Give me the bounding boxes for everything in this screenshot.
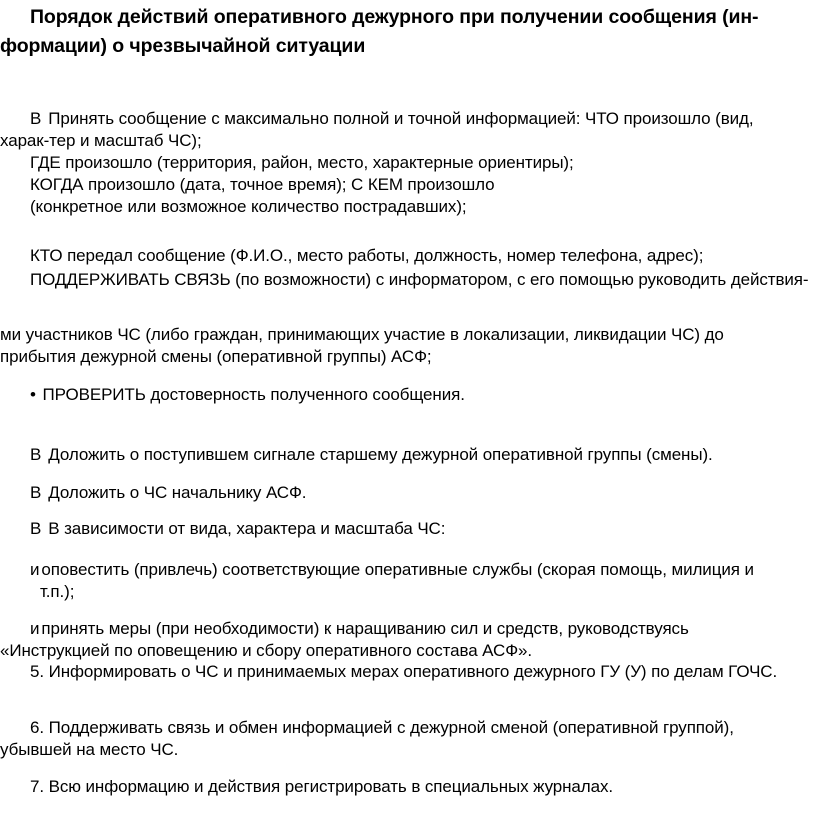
step-1-text: Принять сообщение с максимально полной и точной информацией: ЧТО произошло (вид, (48, 109, 754, 128)
substep-1-line-1 (30, 559, 754, 581)
bullet-icon: • (30, 385, 36, 404)
substep-2-line-2: «Инструкцией по оповещению и сбору оперативного состава АСФ». (0, 641, 533, 660)
substep-1-text: оповестить (привлечь) соответствующие оперативные службы (скорая помощь, милиция и (41, 560, 754, 579)
step-3-text: Доложить о ЧС начальнику АСФ. (48, 483, 307, 502)
page-title-line-1: Порядок действий оперативного дежурного при получении сообщения (ин- (30, 6, 759, 28)
maintain-contact-line-1: ПОДДЕРЖИВАТЬ СВЯЗЬ (по возможности) с информатором, с его помощью руководить действия- (30, 270, 809, 289)
substep-1-line-2: т.п.); (40, 582, 75, 601)
step-3-line (30, 482, 306, 504)
step-6-line-1: 6. Поддерживать связь и обмен информацией с дежурной сменой (оперативной группой), (30, 718, 734, 737)
step-2-line (30, 444, 713, 466)
substep-1-marker: и (30, 560, 40, 579)
step-1-line-4: КОГДА произошло (дата, точное время); С КЕМ произошло (30, 175, 495, 194)
step-2-text: Доложить о поступившем сигнале старшему дежурной оперативной группы (смены). (48, 445, 713, 464)
step-1-line-3: ГДЕ произошло (территория, район, место, характерные ориентиры); (30, 153, 574, 172)
page-title-line-2: формации) о чрезвычайной ситуации (0, 35, 366, 57)
step-6-line-2: убывшей на место ЧС. (0, 740, 179, 759)
step-2-marker: В (30, 445, 42, 464)
verify-message-line (30, 384, 465, 406)
step-4-marker: В (30, 519, 42, 538)
step-1-line-1 (30, 108, 753, 130)
step-1-line-2: харак-тер и масштаб ЧС); (0, 131, 202, 150)
substep-2-marker: и (30, 619, 40, 638)
step-4-text: В зависимости от вида, характера и масштаба ЧС: (48, 519, 446, 538)
substep-2-text: принять меры (при необходимости) к наращиванию сил и средств, руководствуясь (41, 619, 689, 638)
step-5-line: 5. Информировать о ЧС и принимаемых мерах оперативного дежурного ГУ (У) по делам ГОЧС. (30, 662, 778, 681)
step-1-line-5: (конкретное или возможное количество пострадавших); (30, 197, 467, 216)
who-reported-line: КТО передал сообщение (Ф.И.О., место работы, должность, номер телефона, адрес); (30, 246, 704, 265)
step-3-marker: В (30, 483, 42, 502)
maintain-contact-line-2: ми участников ЧС (либо граждан, принимающих участие в локализации, ликвидации ЧС) до (0, 325, 724, 344)
step-4-line (30, 518, 445, 540)
substep-2-line-1 (30, 618, 689, 640)
verify-message-text: ПРОВЕРИТЬ достоверность полученного сообщения. (42, 385, 465, 404)
step-1-marker: В (30, 109, 42, 128)
maintain-contact-line-3: прибытия дежурной смены (оперативной группы) АСФ; (0, 347, 432, 366)
step-7-line: 7. Всю информацию и действия регистрировать в специальных журналах. (30, 777, 613, 796)
